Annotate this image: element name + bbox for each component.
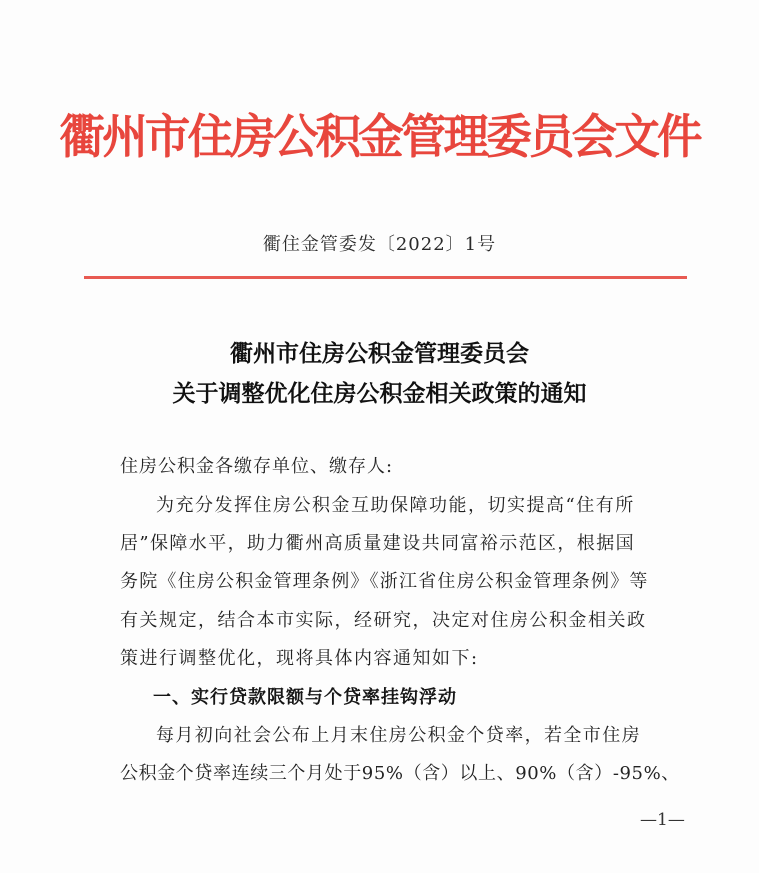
notice-title-line-1: 衢州市住房公积金管理委员会 xyxy=(230,340,529,367)
page-number: —1— xyxy=(640,810,685,830)
document-number: 衢住金管委发〔2022〕1号 xyxy=(262,234,497,255)
paragraph-2-line-1: 每月初向社会公布上月末住房公积金个贷率，若全市住房 xyxy=(156,725,641,746)
paragraph-1-line-1: 为充分发挥住房公积金互助保障功能，切实提高“住有所 xyxy=(156,495,635,516)
paragraph-2-line-2: 公积金个贷率连续三个月处于95%（含）以上、90%（含）-95%、 xyxy=(120,763,680,784)
paragraph-1-line-5: 策进行调整优化，现将具体内容通知如下: xyxy=(120,648,479,669)
paragraph-1-line-2: 居”保障水平，助力衢州高质量建设共同富裕示范区，根据国 xyxy=(120,533,635,554)
paragraph-1-line-3: 务院《住房公积金管理条例》《浙江省住房公积金管理条例》等 xyxy=(120,571,649,592)
section-1-heading: 一、实行贷款限额与个贷率挂钩浮动 xyxy=(153,687,457,708)
paragraph-1-line-4: 有关规定，结合本市实际，经研究，决定对住房公积金相关政 xyxy=(120,610,647,631)
red-divider-line xyxy=(84,276,687,279)
notice-title-line-2: 关于调整优化住房公积金相关政策的通知 xyxy=(172,380,587,407)
masthead-title: 衢州市住房公积金管理委员会文件 xyxy=(59,110,700,165)
salutation: 住房公积金各缴存单位、缴存人: xyxy=(120,456,394,477)
